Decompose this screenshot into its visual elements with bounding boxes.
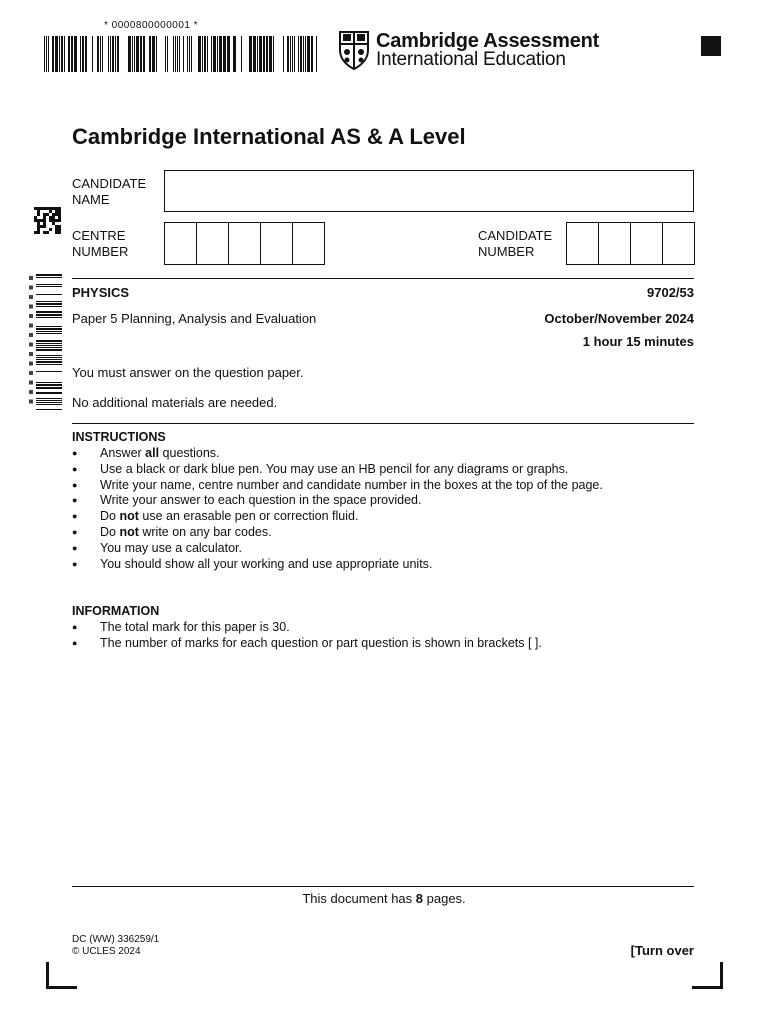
list-item — [72, 557, 692, 573]
list-item-text: all — [145, 446, 160, 460]
bullet-icon: ● — [72, 511, 78, 522]
candidate-number-label — [478, 228, 563, 260]
centre-number-digit-box[interactable] — [293, 222, 325, 265]
bullet-icon: ● — [72, 479, 78, 490]
centre-number-field[interactable] — [164, 222, 325, 265]
information-heading: INFORMATION — [72, 604, 160, 618]
list-item — [72, 462, 692, 478]
materials-note: No additional materials are needed. — [72, 395, 278, 410]
candidate-number-label-line-2: NUMBER — [478, 244, 535, 259]
qr-code-icon — [34, 207, 61, 234]
logo-line-1: Cambridge Assessment — [376, 30, 600, 52]
centre-number-digit-box[interactable] — [261, 222, 293, 265]
divider — [72, 423, 694, 424]
turn-over-label: [Turn over — [630, 943, 694, 958]
syllabus-code: 9702/53 — [647, 285, 694, 300]
candidate-number-label-line-1: CANDIDATE — [478, 228, 553, 243]
bullet-icon: ● — [72, 526, 78, 537]
list-item-text: use an erasable pen or correction fluid. — [138, 509, 359, 524]
candidate-name-label-line-1: CANDIDATE — [72, 176, 147, 191]
instructions-heading: INSTRUCTIONS — [72, 430, 166, 444]
footer-codes — [72, 934, 159, 958]
page-count-post: pages. — [423, 891, 466, 906]
page-count-pre: This document has — [302, 891, 416, 906]
list-item — [72, 636, 692, 652]
corner-registration-mark — [701, 36, 721, 56]
candidate-number-digit-box[interactable] — [566, 222, 599, 265]
list-item — [72, 509, 692, 525]
copyright: © UCLES 2024 — [72, 946, 141, 957]
list-item — [72, 541, 692, 557]
page-title: Cambridge International AS & A Level — [72, 124, 466, 149]
list-item-text: not — [119, 509, 139, 524]
list-item — [72, 620, 692, 636]
list-item-text: Use a black or dark blue pen. You may use an HB pencil for any diagrams or graphs. — [100, 461, 569, 476]
centre-number-label-line-2: NUMBER — [72, 244, 129, 259]
candidate-name-label-line-2: NAME — [72, 192, 110, 207]
page-count-note — [0, 891, 768, 906]
list-item-text: You may use a calculator. — [100, 540, 242, 555]
candidate-number-digit-box[interactable] — [631, 222, 663, 265]
list-item-text: Do — [100, 509, 120, 524]
candidate-number-field[interactable] — [566, 222, 695, 265]
information-list — [72, 620, 692, 652]
bullet-icon: ● — [72, 463, 78, 474]
centre-number-digit-box[interactable] — [197, 222, 229, 265]
subject-name: PHYSICS — [72, 285, 130, 300]
list-item-text: Write your name, centre number and candidate number in the boxes at the top of the page. — [100, 477, 603, 492]
candidate-number-digit-box[interactable] — [663, 222, 695, 265]
list-item — [72, 478, 692, 494]
list-item-text: You should show all your working and use appropriate units. — [100, 556, 433, 571]
list-item — [72, 446, 692, 462]
bullet-icon: ● — [72, 448, 78, 458]
list-item-text: write on any bar codes. — [138, 524, 272, 539]
side-barcode — [28, 272, 62, 410]
crop-mark-left — [46, 962, 77, 989]
list-item-text: Do — [100, 524, 120, 539]
exam-session: October/November 2024 — [544, 311, 694, 326]
candidate-name-field[interactable] — [164, 170, 694, 212]
bullet-icon: ● — [72, 542, 78, 553]
top-barcode — [44, 36, 320, 72]
crop-mark-right — [692, 962, 723, 989]
list-item — [72, 525, 692, 541]
candidate-name-label — [72, 176, 162, 208]
list-item-text: Write your answer to each question in the space provided. — [100, 493, 422, 508]
document-code: DC (WW) 336259/1 — [72, 934, 160, 945]
barcode-number: * 0000800000001 * — [104, 20, 199, 31]
centre-number-digit-box[interactable] — [164, 222, 197, 265]
centre-number-label-line-1: CENTRE — [72, 228, 126, 243]
instructions-list — [72, 446, 692, 572]
bullet-icon: ● — [72, 558, 78, 569]
divider — [72, 278, 694, 279]
list-item-text: not — [119, 524, 139, 539]
bullet-icon: ● — [72, 637, 78, 648]
list-item-text: Answer — [100, 446, 146, 460]
bullet-icon: ● — [72, 495, 78, 506]
logo-line-2: International Education — [376, 49, 566, 70]
bullet-icon: ● — [72, 622, 78, 632]
centre-number-digit-box[interactable] — [229, 222, 261, 265]
page-count-value: 8 — [415, 891, 424, 906]
list-item-text: The number of marks for each question or part question is shown in brackets [ ]. — [100, 635, 542, 650]
answer-note: You must answer on the question paper. — [72, 365, 304, 380]
list-item-text: The total mark for this paper is 30. — [100, 620, 290, 634]
centre-number-label — [72, 228, 162, 260]
cambridge-shield-icon — [338, 30, 370, 70]
divider — [72, 886, 694, 887]
list-item-text: questions. — [159, 446, 220, 460]
exam-duration: 1 hour 15 minutes — [582, 334, 694, 349]
list-item — [72, 493, 692, 509]
candidate-number-digit-box[interactable] — [599, 222, 631, 265]
paper-title: Paper 5 Planning, Analysis and Evaluation — [72, 311, 317, 326]
